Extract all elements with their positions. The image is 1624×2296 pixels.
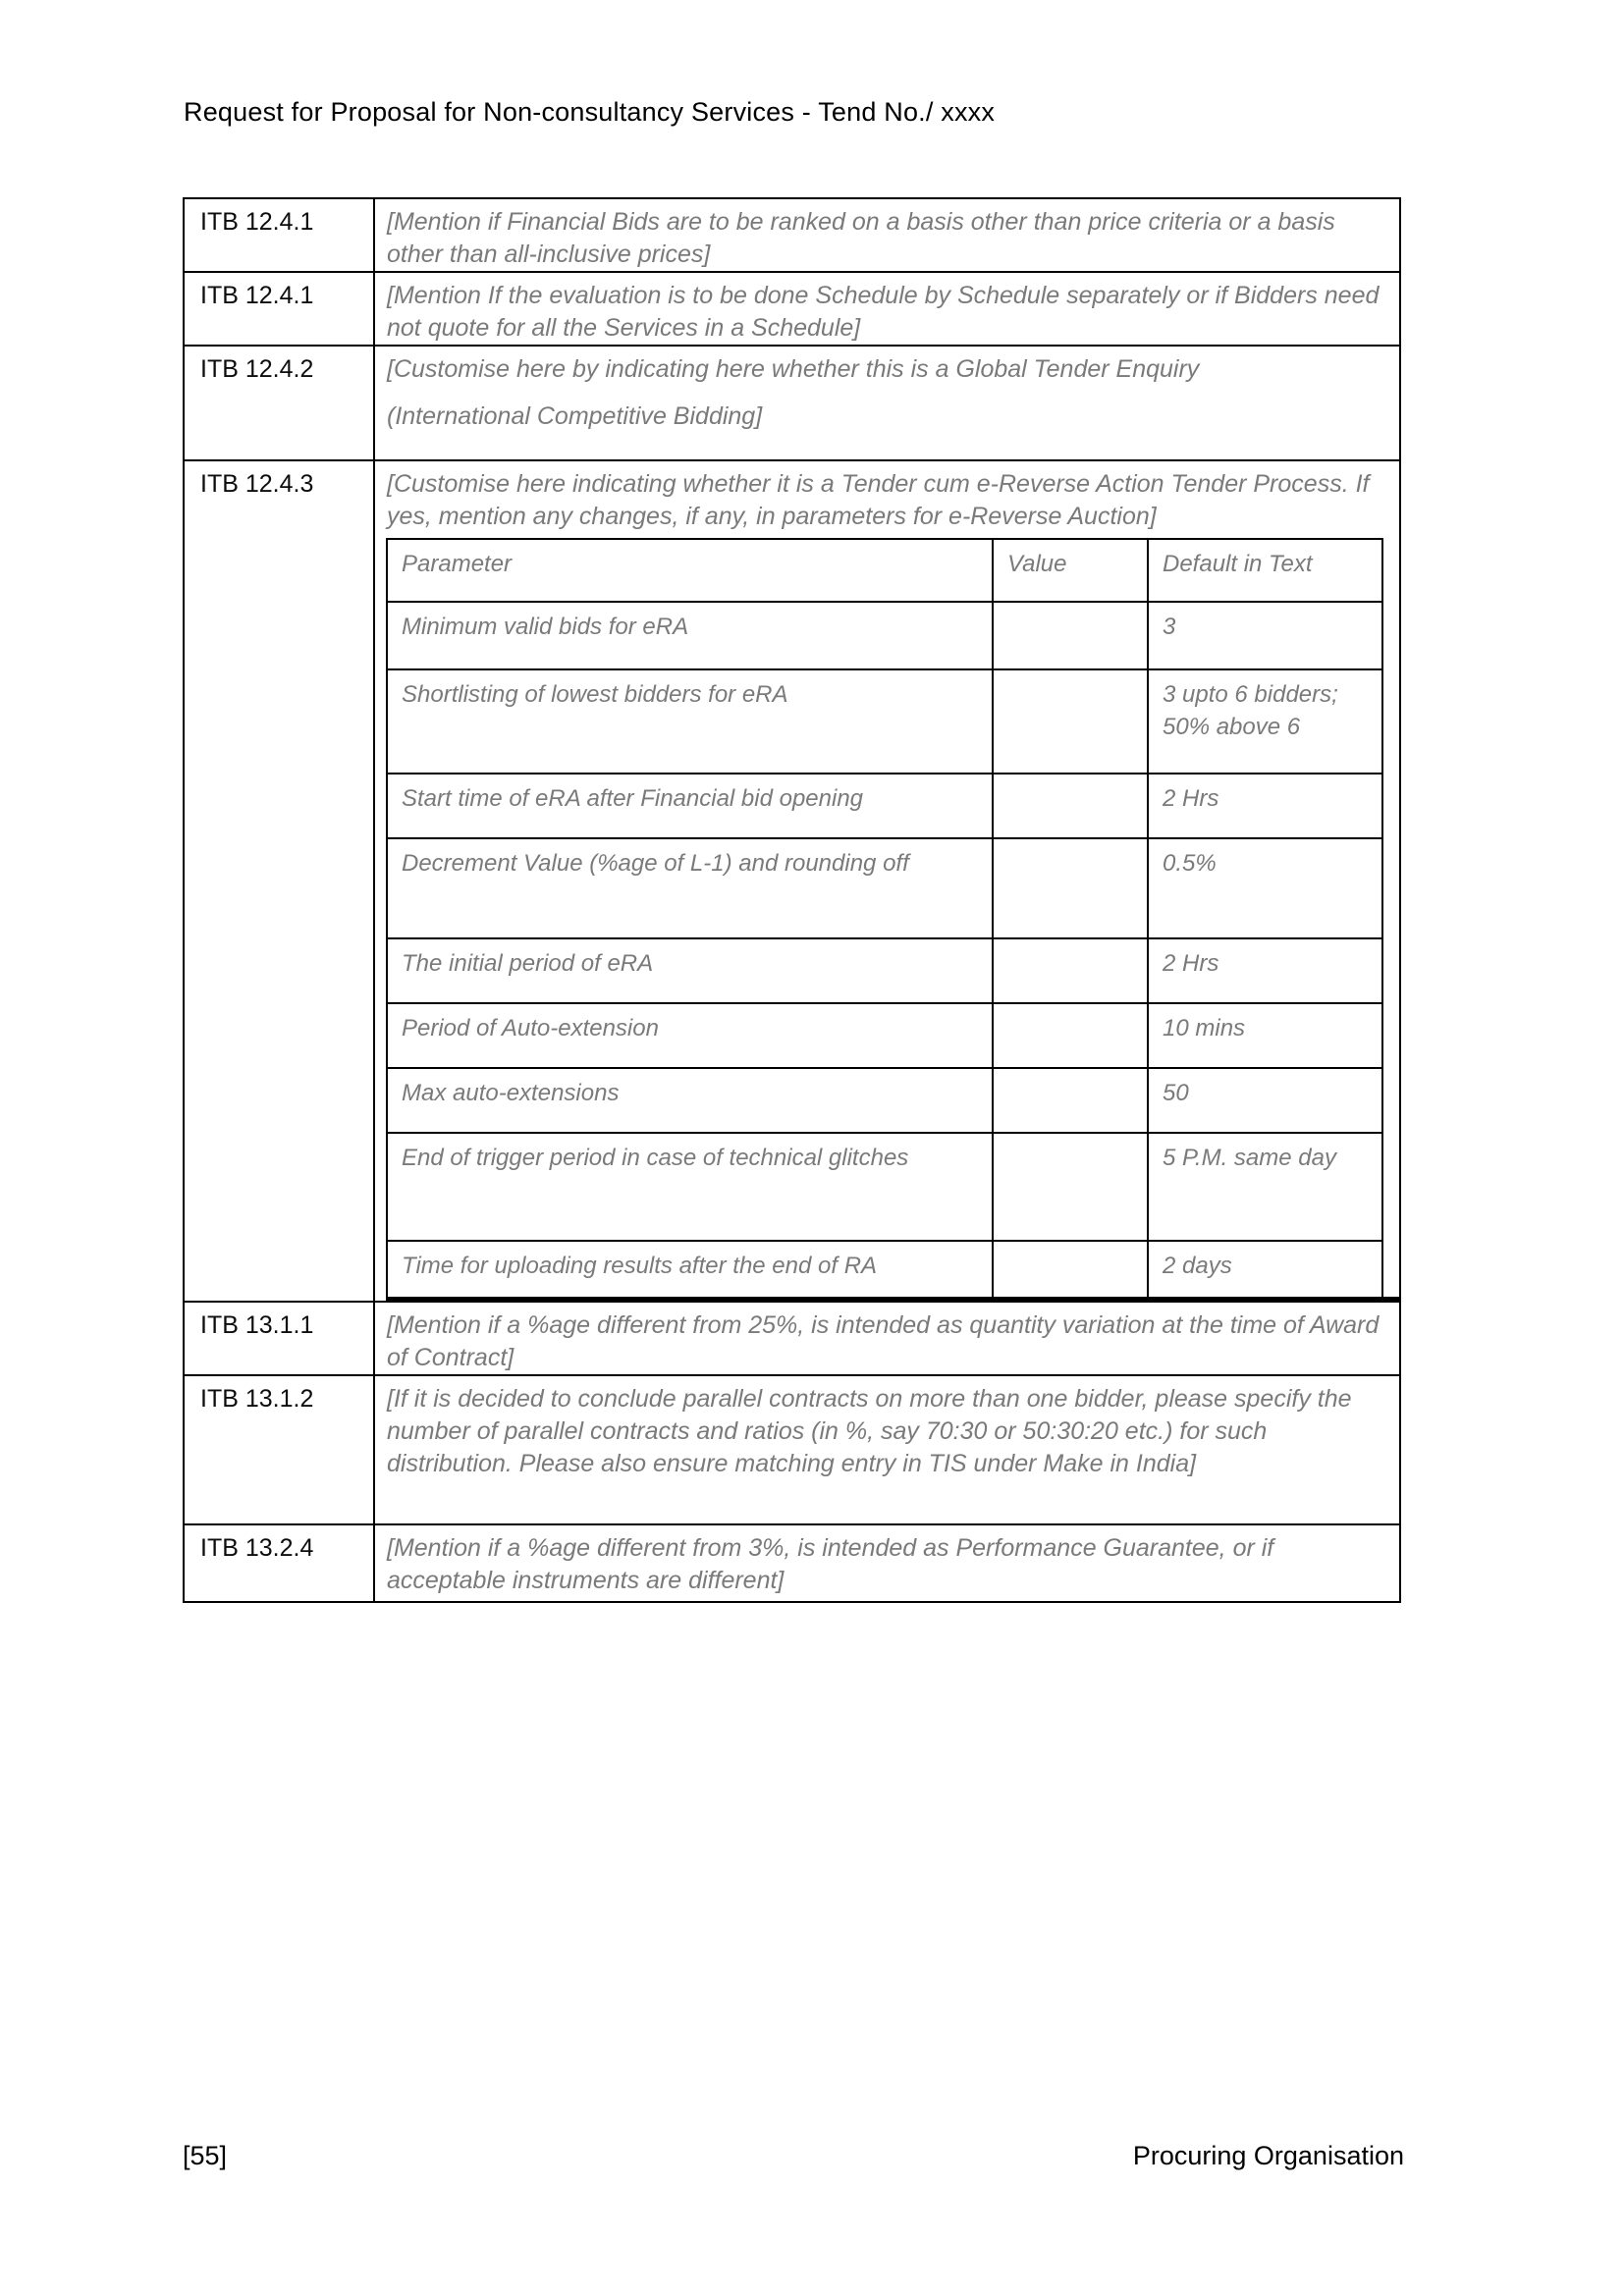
itb-ref-cell: ITB 13.1.1 [184,1302,374,1375]
itb-row [184,1302,1400,1375]
desc-paragraph: [Customise here indicating whether it is a Tender cum e-Reverse Action Tender Process. If yes, mention any changes, if any, in parameters for e-Reverse Auction] [387,470,1370,530]
era-row [387,1068,1382,1133]
era-param-cell: Time for uploading results after the end of RA [387,1241,993,1299]
desc-paragraph: (International Competitive Bidding] [387,402,763,430]
itb-desc-cell: [Mention if Financial Bids are to be ranked on a basis other than price criteria or a basis other than all-inclusive prices] [374,198,1400,272]
era-value-cell [993,1003,1148,1068]
era-parameters-table [386,538,1383,1301]
itb-ref-cell: ITB 12.4.2 [184,346,374,460]
era-param-cell: Start time of eRA after Financial bid opening [387,774,993,838]
era-param-cell: Decrement Value (%age of L-1) and rounding off [387,838,993,938]
era-default-cell: 0.5% [1148,838,1382,938]
era-default-cell: 10 mins [1148,1003,1382,1068]
era-param-cell: End of trigger period in case of technical glitches [387,1133,993,1241]
era-default-cell: 2 days [1148,1241,1382,1299]
footer-organisation: Procuring Organisation [1132,2141,1404,2170]
itb-row [184,198,1400,272]
itb-desc-cell: [Mention If the evaluation is to be done Schedule by Schedule separately or if Bidders need not quote for all the Services in a Schedule] [374,272,1400,346]
era-value-cell [993,1241,1148,1299]
itb-desc-cell: [If it is decided to conclude parallel contracts on more than one bidder, please specify the number of parallel contracts and ratios (in %, say 70:30 or 50:30:20 etc.) for such distribution. Please also ensure matching entry in TIS under Make in India] [374,1375,1400,1524]
era-default-cell: 5 P.M. same day [1148,1133,1382,1241]
itb-desc-cell [374,346,1400,460]
era-value-cell [993,602,1148,669]
era-default-cell: 3 [1148,602,1382,669]
era-value-cell [993,1068,1148,1133]
inner-table-border-overhang [1381,1297,1400,1301]
era-value-cell [993,938,1148,1003]
itb-ref-cell: ITB 12.4.1 [184,272,374,346]
era-parameters-table-wrap [386,538,1381,1301]
itb-clauses-table [183,197,1401,1603]
era-default-cell: 2 Hrs [1148,938,1382,1003]
era-row [387,1241,1382,1299]
era-param-cell: The initial period of eRA [387,938,993,1003]
era-row [387,1133,1382,1241]
itb-row [184,460,1400,1302]
era-value-cell [993,1133,1148,1241]
itb-row [184,1524,1400,1602]
era-param-cell: Period of Auto-extension [387,1003,993,1068]
era-value-cell [993,669,1148,774]
era-default-cell: 2 Hrs [1148,774,1382,838]
era-param-cell: Max auto-extensions [387,1068,993,1133]
era-header-value: Value [993,539,1148,602]
era-default-cell: 3 upto 6 bidders; 50% above 6 [1148,669,1382,774]
era-header-default: Default in Text [1148,539,1382,602]
itb-ref-cell: ITB 12.4.3 [184,460,374,1302]
era-row [387,938,1382,1003]
era-row [387,1003,1382,1068]
desc-paragraph: [Customise here by indicating here whether this is a Global Tender Enquiry [387,355,1200,383]
page-number: [55] [183,2141,228,2170]
itb-desc-cell [374,460,1400,1302]
itb-row [184,272,1400,346]
itb-ref-cell: ITB 12.4.1 [184,198,374,272]
era-row [387,669,1382,774]
itb-row [184,1375,1400,1524]
era-value-cell [993,838,1148,938]
era-param-cell: Minimum valid bids for eRA [387,602,993,669]
era-row [387,774,1382,838]
era-header-parameter: Parameter [387,539,993,602]
era-header-row [387,539,1382,602]
itb-ref-cell: ITB 13.1.2 [184,1375,374,1524]
era-row [387,838,1382,938]
itb-ref-cell: ITB 13.2.4 [184,1524,374,1602]
era-param-cell: Shortlisting of lowest bidders for eRA [387,669,993,774]
era-row [387,602,1382,669]
era-default-cell: 50 [1148,1068,1382,1133]
itb-row [184,346,1400,460]
document-title: Request for Proposal for Non-consultancy Services - Tend No./ xxxx [184,97,996,127]
era-value-cell [993,774,1148,838]
itb-desc-cell: [Mention if a %age different from 3%, is intended as Performance Guarantee, or if acceptable instruments are different] [374,1524,1400,1602]
itb-desc-cell: [Mention if a %age different from 25%, is intended as quantity variation at the time of Award of Contract] [374,1302,1400,1375]
